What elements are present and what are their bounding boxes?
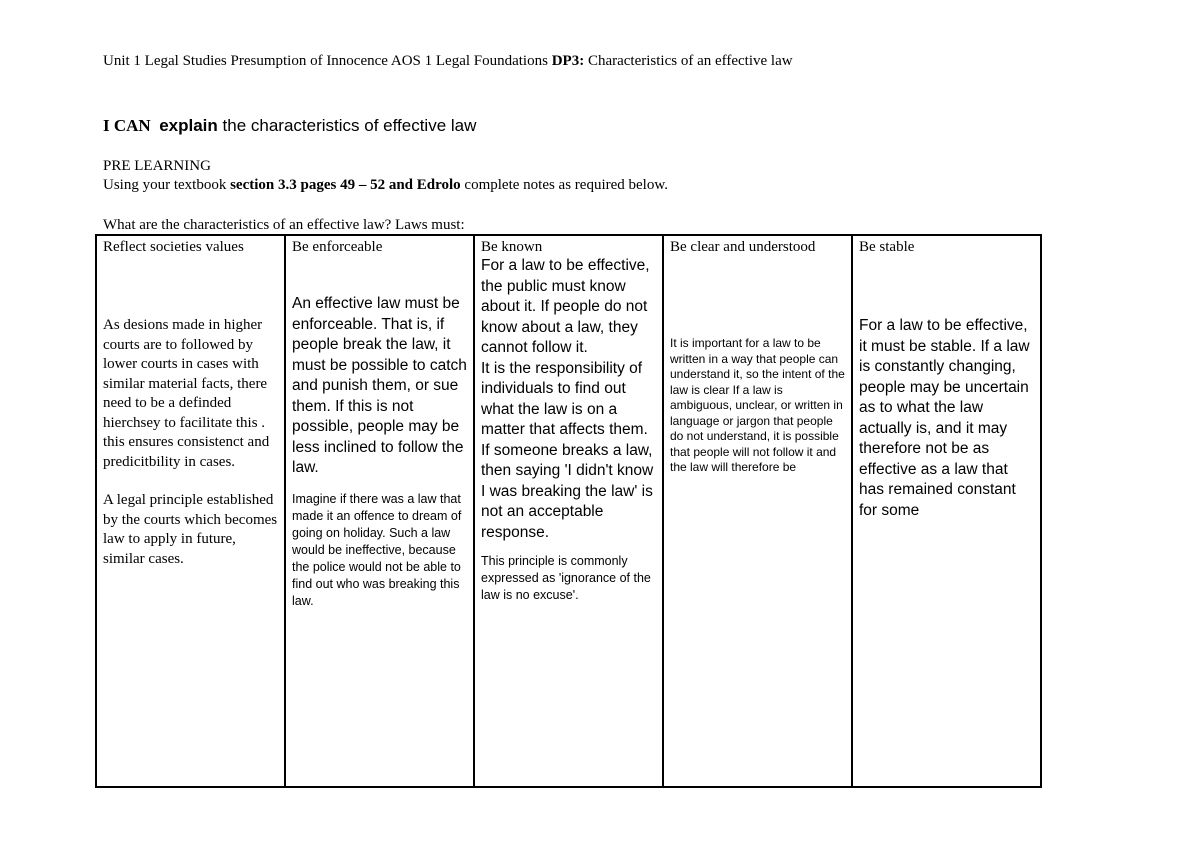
instruction-source: section 3.3 pages 49 – 52 and Edrolo	[230, 177, 461, 193]
cell-paragraph: It is the responsibility of individuals to find out what the law is on a matter that affects them. If someone breaks a law, then saying 'I didn't know I was breaking the law' is not an acceptable response.	[481, 359, 654, 541]
header-topic: Characteristics of an effective law	[584, 53, 793, 69]
cell-paragraph: This principle is commonly expressed as 'ignorance of the law is no excuse'.	[481, 554, 651, 602]
pre-learning-instructions	[103, 176, 668, 195]
learning-intention	[103, 116, 476, 136]
column-heading: Reflect societies values	[103, 239, 244, 255]
column-heading: Be known	[481, 239, 543, 255]
characteristics-table	[95, 234, 1042, 788]
pre-learning-title: PRE LEARNING	[103, 158, 211, 174]
header-bold-code: DP3:	[551, 53, 585, 69]
question-prompt: What are the characteristics of an effective law? Laws must:	[103, 217, 465, 233]
cell-paragraph: An effective law must be enforceable. That is, if people break the law, it must be possible to catch and punish them, or sue them. If this is not possible, people may be less inclined to follow the law.	[292, 295, 467, 476]
table-cell-enforceable	[285, 235, 474, 787]
pre-learning	[103, 157, 668, 195]
instruction-end: complete notes as required below.	[460, 177, 668, 193]
header-text: Unit 1 Legal Studies Presumption of Innocence AOS 1 Legal Foundations	[103, 53, 552, 69]
ican-verb: explain	[159, 116, 218, 135]
column-heading: Be stable	[859, 239, 915, 255]
table-cell-known	[474, 235, 663, 787]
instruction-start: Using your textbook	[103, 177, 231, 193]
column-heading: Be enforceable	[292, 239, 383, 255]
table-cell-reflect-values	[96, 235, 285, 787]
cell-paragraph: Imagine if there was a law that made it an offence to dream of going on holiday. Such a law would be ineffective, because the police would not be able to find out who was breaking this law.	[292, 491, 462, 608]
cell-paragraph: For a law to be effective, it must be stable. If a law is constantly changing, people may be uncertain as to what the law actually is, and it may therefore not be as effective as a law that has remained constant for some	[859, 317, 1030, 519]
cell-paragraph: For a law to be effective, the public must know about it. If people do not know about a law, they cannot follow it.	[481, 257, 650, 356]
cell-paragraph: As desions made in higher courts are to followed by lower courts in cases with similar material facts, there need to be a definded hierchsey to facilitate this . this ensures consistenct and predicitbility in cases.	[103, 317, 270, 470]
column-heading: Be clear and understood	[670, 239, 816, 255]
table-row	[96, 235, 1041, 787]
ican-rest: the characteristics of effective law	[217, 116, 477, 135]
cell-paragraph: It is important for a law to be written in a way that people can understand it, so the intent of the law is clear If a law is ambiguous, unclear, or written in language or jargon that people do not understand, it is possible that people will not follow it and the law will therefore be	[670, 336, 845, 474]
document-header	[103, 53, 793, 70]
ican-lead: I CAN	[103, 116, 151, 135]
table-cell-stable	[852, 235, 1041, 787]
table-cell-clear-understood	[663, 235, 852, 787]
cell-paragraph: A legal principle established by the courts which becomes law to apply in future, similar cases.	[103, 492, 278, 567]
